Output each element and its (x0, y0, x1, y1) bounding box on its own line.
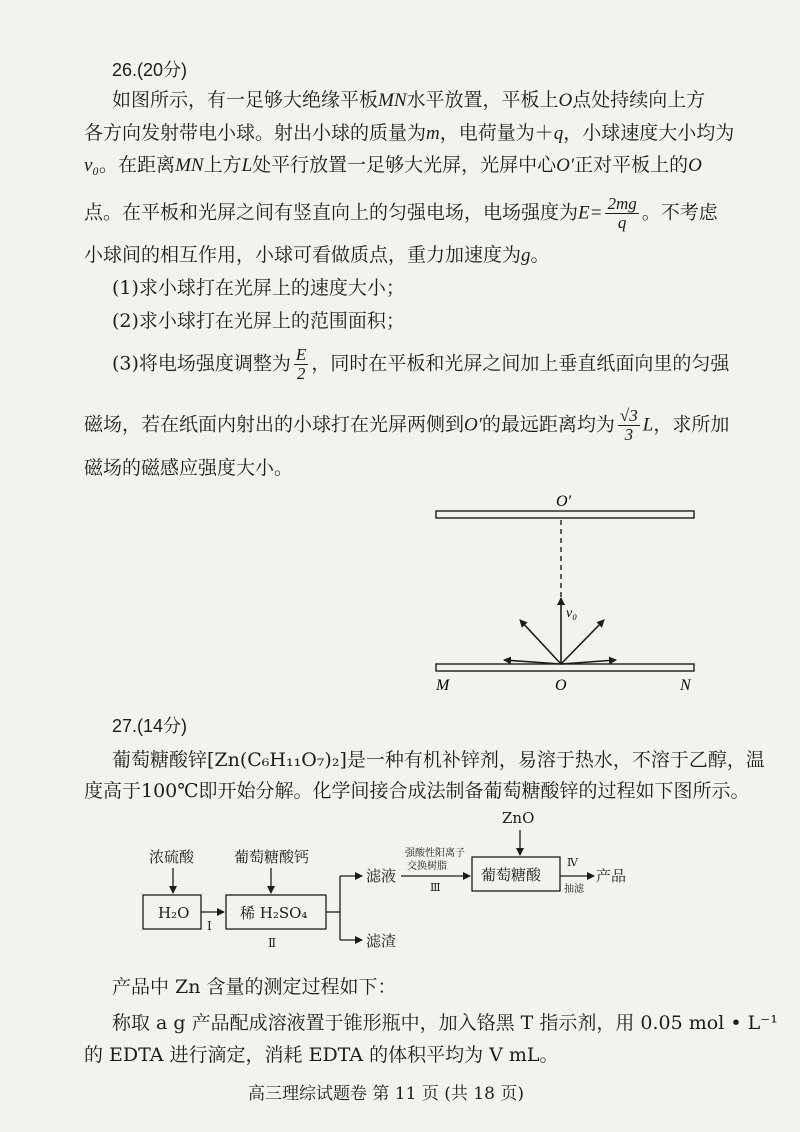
label-o: O (555, 677, 567, 694)
label-h2o: H₂O (158, 904, 190, 922)
q26-line-4: 点。在平板和光屏之间有竖直向上的匀强电场，电场强度为E= $\frac{2mg}{q}$ 。不考虑 (84, 194, 718, 232)
label-o-prime: O′ (556, 493, 572, 510)
label-product: 产品 (596, 867, 627, 885)
question-26-number: 26.(20分) (112, 60, 188, 80)
label-step-1: Ⅰ (207, 919, 212, 933)
label-step-4: Ⅳ (567, 856, 578, 869)
field-strength-fraction: $\frac{2mg}{q}$ (607, 194, 637, 232)
q27-paragraph-1: 产品中 Zn 含量的测定过程如下： (112, 976, 397, 998)
page-footer: 高三理综试题卷 第 11 页 (共 18 页) (248, 1084, 524, 1104)
half-field-fraction: $\frac{E}{2}$ (295, 345, 307, 383)
label-conc-sulfuric-acid: 浓硫酸 (149, 848, 195, 866)
label-v0: v₀ (566, 606, 578, 621)
q26-subquestion-2: (2)求小球打在光屏上的范围面积； (112, 310, 405, 332)
q26-subquestion-3: (3)将电场强度调整为 $\frac{E}{2}$ ，同时在平板和光屏之间加上垂直纸面向里的匀强 (112, 345, 730, 383)
label-calcium-gluconate: 葡萄糖酸钙 (234, 848, 310, 866)
label-zno: ZnO (502, 809, 535, 827)
label-m: M (436, 677, 450, 694)
q26-line-3: v₀。在距离MN上方L处平行放置一足够大光屏，光屏中心O′正对平板上的O (84, 154, 702, 176)
distance-fraction: $\frac{√3}{3}$ (619, 406, 638, 444)
q26-subquestion-1: (1)求小球打在光屏上的速度大小； (112, 277, 405, 299)
label-step-2: Ⅱ (268, 936, 277, 950)
q26-line-5: 小球间的相互作用，小球可看做质点，重力加速度为g。 (84, 244, 550, 266)
label-resin-2: 交换树脂 (407, 861, 447, 872)
label-dilute-h2so4: 稀 H₂SO₄ (240, 904, 308, 922)
label-resin-1: 强酸性阳离子 (405, 848, 465, 859)
label-gluconic-acid: 葡萄糖酸 (481, 866, 542, 884)
q27-paragraph-2: 称取 a g 产品配成溶液置于锥形瓶中，加入铬黑 T 指示剂，用 0.05 mol • L⁻¹ (112, 1012, 778, 1034)
q26-line-7: 磁场，若在纸面内射出的小球打在光屏两侧到O′的最远距离均为 $\frac{√3}{3}$ L，求所加 (84, 406, 730, 444)
q26-line-2: 各方向发射带电小球。射出小球的质量为m，电荷量为＋q，小球速度大小均为 (84, 122, 735, 144)
q27-paragraph-3: 的 EDTA 进行滴定，消耗 EDTA 的体积平均为 V mL。 (84, 1044, 559, 1066)
label-suction-filter: 抽滤 (564, 884, 584, 895)
label-filter-residue: 滤渣 (366, 932, 397, 950)
q27-line-1: 葡萄糖酸锌[Zn(C₆H₁₁O₇)₂]是一种有机补锌剂，易溶于热水，不溶于乙醇，温 (112, 749, 765, 771)
label-step-3: Ⅲ (430, 881, 441, 894)
question-27-number: 27.(14分) (112, 716, 188, 736)
label-filtrate: 滤液 (366, 867, 397, 885)
label-n: N (680, 677, 691, 694)
q26-line-8: 磁场的磁感应强度大小。 (84, 457, 294, 479)
q26-line-1: 如图所示，有一足够大绝缘平板MN水平放置，平板上O点处持续向上方 (112, 89, 706, 111)
q27-line-2: 度高于100℃即开始分解。化学间接合成法制备葡萄糖酸锌的过程如下图所示。 (84, 780, 750, 802)
